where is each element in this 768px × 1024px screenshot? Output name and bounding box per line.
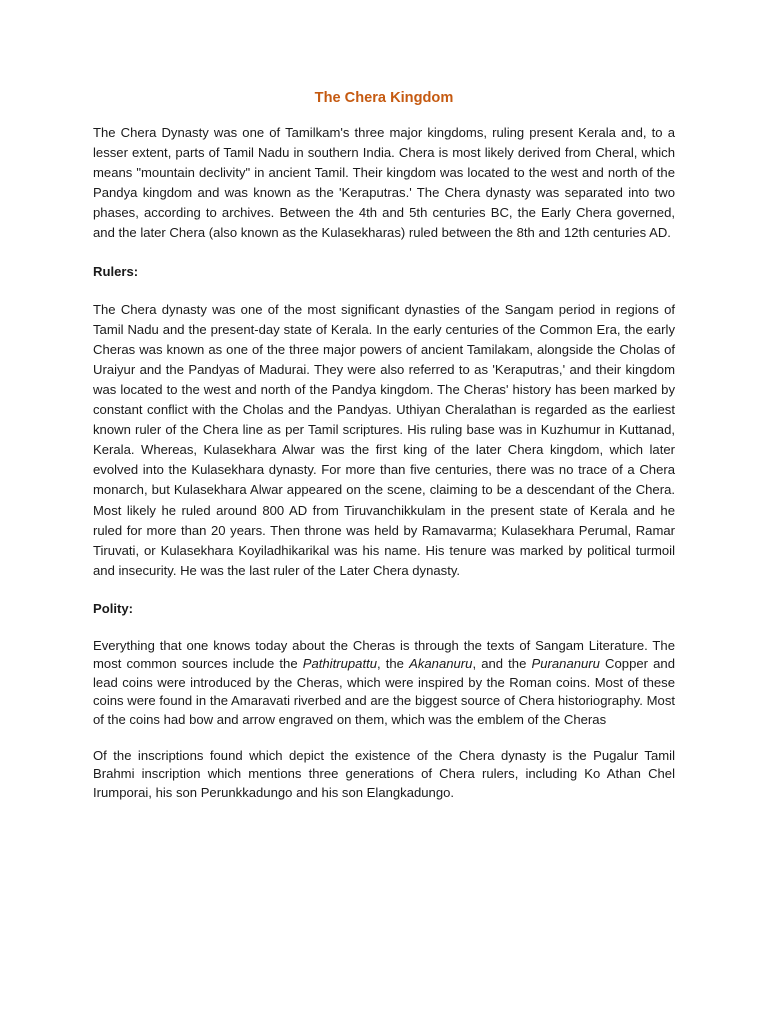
polity-text-d: Copper and lead coins were introduced by the Cheras, which were inspired by the Roman coins. Most of these coins were found in the Amaravati riverbed and are the biggest source of Chera historiography. Most of the coins had bow and arrow engraved on them, which was the emblem of the Cheras <box>93 656 675 727</box>
pathitrupattu-title: Pathitrupattu <box>302 656 377 672</box>
document-page <box>93 88 675 802</box>
polity-text-b: , the <box>377 656 410 672</box>
polity-text-c: , and the <box>472 656 532 672</box>
akananuru-title: Akananuru <box>409 656 473 672</box>
inscriptions-paragraph: Of the inscriptions found which depict the existence of the Chera dynasty is the Pugalur Tamil Brahmi inscription which mentions three generations of Chera rulers, including Ko Athan Chel Irumporai, his son Perunkkadungo and his son Elangkadungo. <box>93 747 675 800</box>
intro-paragraph: The Chera Dynasty was one of Tamilkam's three major kingdoms, ruling present Kerala and, to a lesser extent, parts of Tamil Nadu in southern India. Chera is most likely derived from Cheral, which means "mountain declivity" in ancient Tamil. Their kingdom was located to the west and north of the Pandya kingdom and was known as the 'Keraputras.' The Chera dynasty was separated into two phases, according to archives. Between the 4th and 5th centuries BC, the Early Chera governed, and the later Chera (also known as the Kulasekharas) ruled between the 8th and 12th centuries AD. <box>93 125 675 241</box>
purananuru-title: Purananuru <box>531 656 600 672</box>
polity-heading: Polity: <box>93 600 134 616</box>
polity-text-a: Everything that one knows today about the Cheras is through the texts of Sangam Literature. The most common sources include the <box>93 637 675 672</box>
page-title: The Chera Kingdom <box>314 90 454 106</box>
rulers-heading: Rulers: <box>93 263 139 279</box>
rulers-paragraph: The Chera dynasty was one of the most significant dynasties of the Sangam period in regions of Tamil Nadu and the present-day state of Kerala. In the early centuries of the Common Era, the early Cheras was known as one of the three major powers of ancient Tamilakam, alongside the Cholas of Uraiyur and the Pandyas of Madurai. They were also referred to as 'Keraputras,' and their kingdom was located to the west and north of the Pandya kingdom. The Cheras' history has been marked by constant conflict with the Cholas and the Pandyas. Uthiyan Cheralathan is regarded as the earliest known ruler of the Chera line as per Tamil scriptures. His ruling base was in Kuzhumur in Kuttanad, Kerala. Whereas, Kulasekhara Alwar was the first king of the later Chera kingdom, which later evolved into the Kulasekhara dynasty. For more than five centuries, there was no trace of a Chera monarch, but Kulasekhara Alwar appeared on the scene, claiming to be a descendant of the Chera. Most likely he ruled around 800 AD from Tiruvanchikkulam in the present state of Kerala and he ruled for more than 20 years. Then throne was held by Ramavarma; Kulasekhara Perumal, Ramar Tiruvati, or Kulasekhara Koyiladhikarikal was his name. His tenure was marked by political turmoil and insecurity. He was the last ruler of the Later Chera dynasty. <box>93 301 675 578</box>
polity-paragraph <box>93 637 675 729</box>
